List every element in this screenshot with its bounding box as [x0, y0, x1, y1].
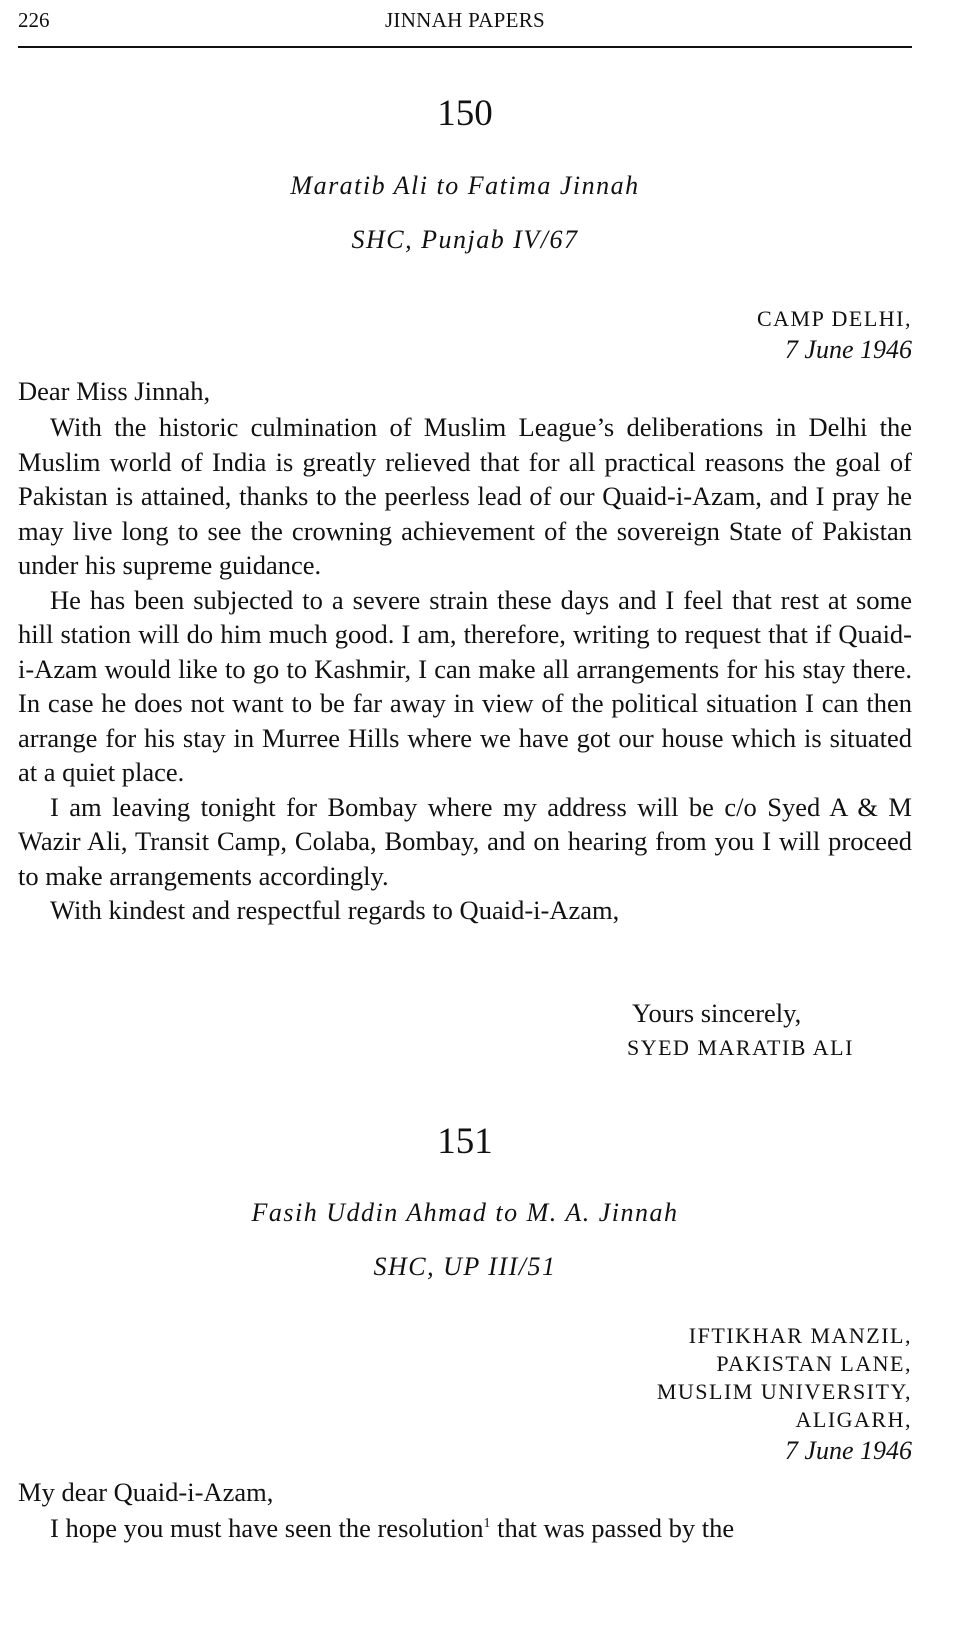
document-source-151: SHC, UP III/51	[373, 1252, 557, 1281]
letter-date-150: 7 June 1946	[784, 335, 912, 364]
document-source-150: SHC, Punjab IV/67	[351, 225, 579, 254]
line-text-end: that was passed by the	[490, 1513, 735, 1543]
running-head	[18, 8, 912, 38]
document-title-150: Maratib Ali to Fatima Jinnah	[290, 171, 640, 200]
salutation-150: Dear Miss Jinnah,	[18, 376, 211, 406]
paragraph-1: With the historic culmination of Muslim League’s deliberations in Delhi the Muslim world of India is greatly relieved that for all practical reasons the goal of Pakistan is attained, thanks to the peerless lead of our Quaid-i-Azam, and I pray he may live long to see the crowning achievement of the sovereign State of Pakistan under his supreme guidance.	[18, 412, 912, 580]
signature-150: SYED MARATIB ALI	[627, 1035, 854, 1060]
paragraph-1-partial	[18, 1511, 912, 1546]
address-line-4: ALIGARH,	[795, 1407, 912, 1432]
closing-150: Yours sincerely,	[632, 998, 802, 1028]
paragraph-3: I am leaving tonight for Bombay where my address will be c/o Syed A & M Wazir Ali, Transit Camp, Colaba, Bombay, and on hearing from you I will proceed to make arrangements accordingly.	[18, 791, 912, 891]
page-number: 226	[18, 8, 50, 32]
paragraph-4: With kindest and respectful regards to Quaid-i-Azam,	[50, 895, 620, 925]
salutation-151: My dear Quaid-i-Azam,	[18, 1477, 274, 1507]
line-text-start: I hope you must have seen the resolution	[50, 1513, 484, 1543]
letter-date-151: 7 June 1946	[784, 1436, 912, 1465]
header-rule	[18, 46, 912, 48]
document-number-151: 151	[437, 1121, 493, 1162]
footnote-marker: 1	[483, 1516, 491, 1532]
letter-body-150	[18, 410, 912, 928]
paragraph-2: He has been subjected to a severe strain these days and I feel that rest at some hill station will do him much good. I am, therefore, writing to request that if Quaid-i-Azam would like to go to Kashmir, I can make all arrangements for his stay there. In case he does not want to be far away in view of the political situation I can then arrange for his stay in Murree Hills where we have got our house which is situated at a quiet place.	[18, 584, 912, 787]
running-title: JINNAH PAPERS	[384, 8, 546, 32]
document-title-151: Fasih Uddin Ahmad to M. A. Jinnah	[251, 1198, 679, 1227]
address-line-3: MUSLIM UNIVERSITY,	[656, 1379, 912, 1404]
address-line-1: IFTIKHAR MANZIL,	[688, 1323, 912, 1348]
letter-body-151	[18, 1511, 912, 1546]
address-line-2: PAKISTAN LANE,	[716, 1351, 912, 1376]
sender-place-150: CAMP DELHI,	[756, 306, 912, 331]
document-number-150: 150	[437, 93, 493, 134]
